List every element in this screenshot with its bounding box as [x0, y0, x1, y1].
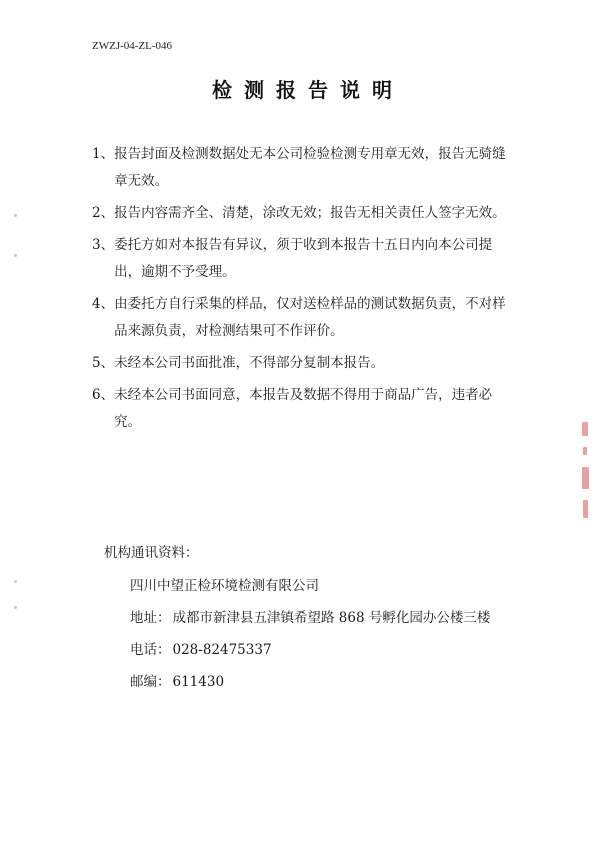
- item-number: 2、: [92, 205, 115, 221]
- item-number: 1、: [92, 146, 115, 162]
- address-line: [130, 606, 524, 630]
- contact-info: [104, 541, 524, 702]
- binding-hole-mark: [14, 606, 17, 609]
- address-value: 成都市新津县五津镇希望路 868 号孵化园办公楼三楼: [172, 610, 491, 626]
- document-code: ZWZJ-04-ZL-046: [92, 40, 173, 52]
- list-item: [92, 291, 512, 345]
- phone-line: [130, 638, 524, 662]
- item-text: 由委托方自行采集的样品，仅对送检样品的测试数据负责，不对样品来源负责，对检测结果可不作评价。: [114, 296, 506, 339]
- seal-edge-mark: [578, 422, 592, 518]
- phone-value: 028-82475337: [172, 642, 272, 658]
- item-number: 3、: [92, 237, 115, 253]
- list-item: [92, 141, 512, 195]
- item-number: 5、: [92, 355, 115, 371]
- binding-hole-mark: [14, 254, 17, 257]
- company-name: 四川中望正检环境检测有限公司: [130, 578, 319, 594]
- binding-hole-mark: [14, 580, 17, 583]
- list-item: [92, 200, 512, 227]
- notes-list: [92, 141, 512, 441]
- contact-heading: 机构通讯资料：: [104, 545, 199, 561]
- phone-label: 电话：: [130, 642, 171, 658]
- list-item: [92, 232, 512, 286]
- address-label: 地址：: [130, 610, 171, 626]
- postcode-label: 邮编：: [130, 674, 171, 690]
- postcode-value: 611430: [172, 674, 225, 690]
- item-text: 报告封面及检测数据处无本公司检验检测专用章无效，报告无骑缝章无效。: [114, 146, 506, 189]
- postcode-line: [130, 670, 524, 694]
- item-text: 未经本公司书面批准，不得部分复制本报告。: [114, 355, 385, 371]
- list-item: [92, 382, 512, 436]
- item-number: 4、: [92, 296, 115, 312]
- item-text: 委托方如对本报告有异议，须于收到本报告十五日内向本公司提出，逾期不予受理。: [114, 237, 493, 280]
- item-text: 报告内容需齐全、清楚，涂改无效；报告无相关责任人签字无效。: [114, 205, 506, 221]
- page-title: 检测报告说明: [212, 78, 404, 102]
- item-text: 未经本公司书面同意，本报告及数据不得用于商品广告，违者必究。: [114, 387, 493, 430]
- item-number: 6、: [92, 387, 115, 403]
- list-item: [92, 350, 512, 377]
- binding-hole-mark: [14, 214, 17, 217]
